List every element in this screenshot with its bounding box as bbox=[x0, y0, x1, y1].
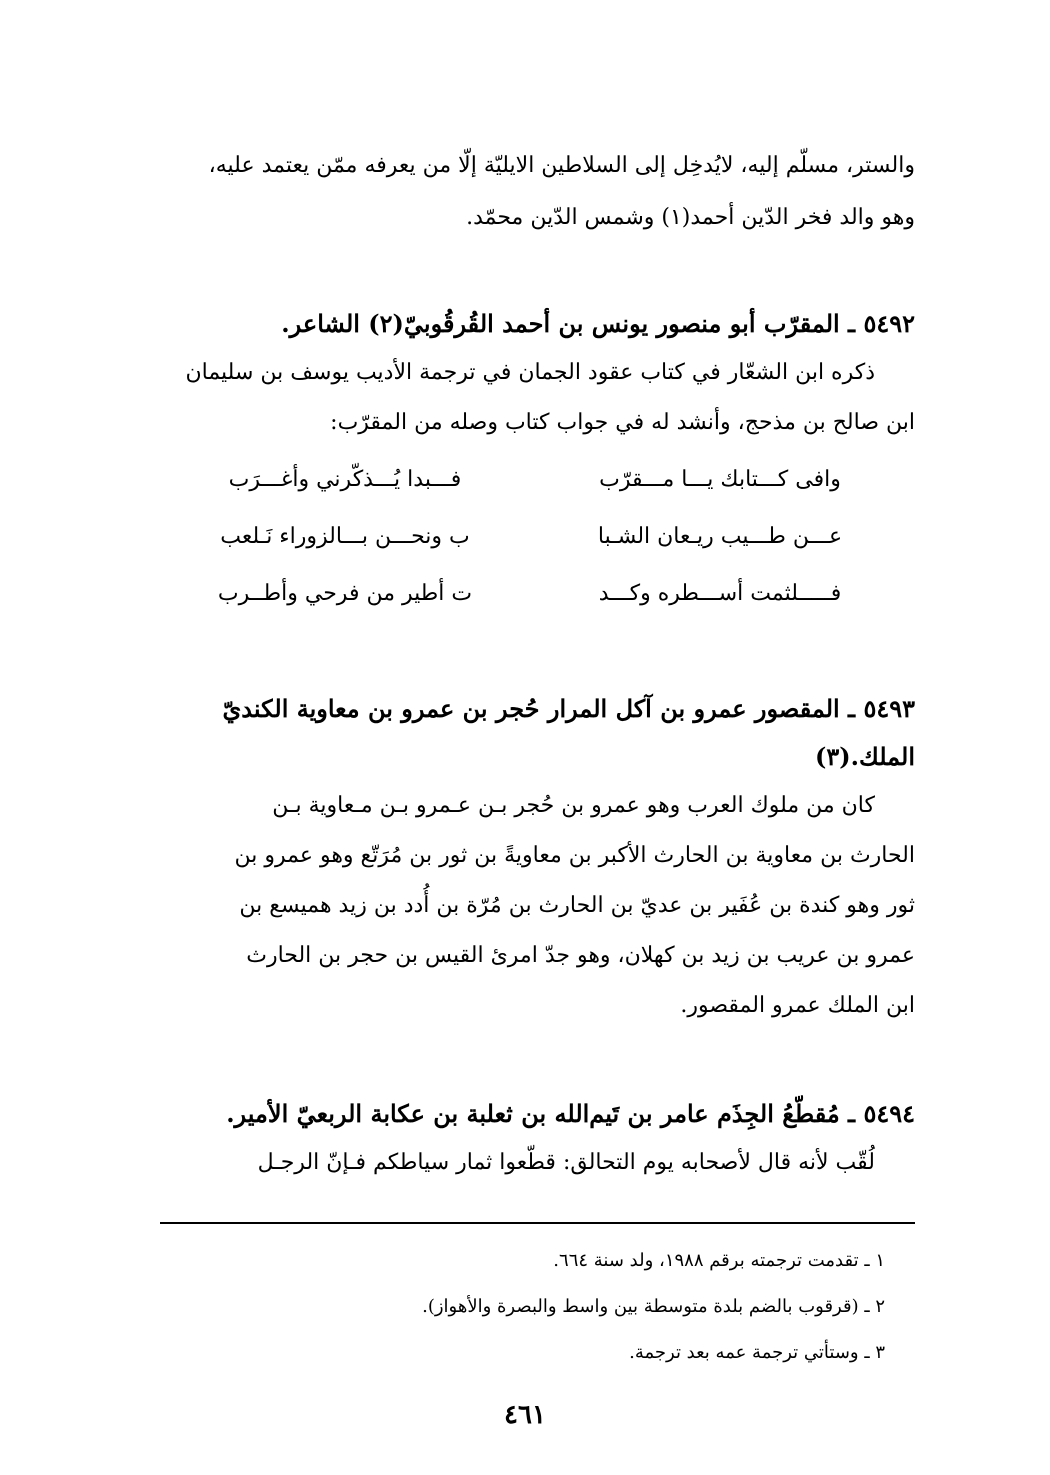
entry-5493 bbox=[160, 685, 915, 1031]
verse-first-hemistich: فـــــلثمت أســـطره وكـــد bbox=[598, 581, 842, 606]
footnote: ١ ـ تقدمت ترجمته برقم ١٩٨٨، ولد سنة ٦٦٤. bbox=[553, 1250, 885, 1271]
text-line: الحارث بن معاوية بن الحارث الأكبر بن معاويةً بن ثور بن مُرَتّع وهو عمرو بن bbox=[234, 843, 915, 868]
footnotes bbox=[160, 1238, 885, 1376]
footnote-divider bbox=[160, 1222, 915, 1224]
entry-heading-continued: الملك.(٣) bbox=[815, 742, 915, 771]
text-line: وهو والد فخر الدّين أحمد(١) وشمس الدّين محمّد. bbox=[466, 205, 915, 230]
footnote: ٣ ـ وستأتي ترجمة عمه بعد ترجمة. bbox=[629, 1342, 885, 1363]
text-line: والستر، مسلّم إليه، لايُدخِل إلى السلاطين الايليّة إلّا من يعرفه ممّن يعتمد عليه، bbox=[208, 153, 915, 178]
poem bbox=[180, 455, 885, 626]
entry-5494 bbox=[160, 1090, 915, 1188]
text-line: عمرو بن عريب بن زيد بن كهلان، وهو جدّ امرئ القيس بن حجر بن الحارث bbox=[246, 943, 915, 968]
text-line: ابن صالح بن مذحج، وأنشد له في جواب كتاب وصله من المقرّب: bbox=[330, 410, 915, 435]
verse-second-hemistich: ب ونحـــن بـــالزوراء نَـلعب bbox=[220, 524, 470, 549]
page-number: ٤٦١ bbox=[504, 1400, 546, 1430]
verse-first-hemistich: عـــن طـــيب ريـعان الشـبا bbox=[597, 524, 843, 549]
intro-paragraph bbox=[160, 140, 915, 244]
poem-verse bbox=[180, 569, 885, 626]
entry-heading: ٥٤٩٢ ـ المقرّب أبو منصور يونس بن أحمد القُرقُوبيّ(٢) الشاعر. bbox=[281, 309, 915, 338]
entry-heading: ٥٤٩٣ ـ المقصور عمرو بن آكل المرار حُجر بن عمرو بن معاوية الكنديّ bbox=[222, 694, 915, 723]
text-line: ثور وهو كندة بن عُفَير بن عديّ بن الحارث بن مُرّة بن أُدد بن زيد هميسع بن bbox=[239, 893, 915, 918]
footnote: ٢ ـ (قرقوب بالضم بلدة متوسطة بين واسط والبصرة والأهواز). bbox=[422, 1296, 885, 1317]
entry-heading: ٥٤٩٤ ـ مُقطّعُ الجِذَم عامر بن تَيم‌الله بن ثعلبة بن عكابة الربعيّ الأمير. bbox=[226, 1099, 915, 1128]
text-line: لُقّب لأنه قال لأصحابه يوم التحالق: قطّعوا ثمار سياطكم فـإنّ الرجـل bbox=[257, 1150, 875, 1175]
verse-second-hemistich: فـــبدا يُـــذكّرني وأغـــرَب bbox=[228, 467, 462, 492]
text-line: ابن الملك عمرو المقصور. bbox=[680, 993, 915, 1018]
text-line: كان من ملوك العرب وهو عمرو بن حُجر بـن عـمرو بـن مـعاوية بـن bbox=[272, 793, 875, 818]
poem-verse bbox=[180, 512, 885, 569]
verse-second-hemistich: ت أطير من فرحي وأطــرب bbox=[217, 581, 473, 606]
entry-5492 bbox=[160, 300, 915, 448]
text-line: ذكره ابن الشعّار في كتاب عقود الجمان في ترجمة الأديب يوسف بن سليمان bbox=[185, 360, 875, 385]
poem-verse bbox=[180, 455, 885, 512]
verse-first-hemistich: وافى كـــتابك يـــا مـــقرّب bbox=[599, 467, 841, 492]
